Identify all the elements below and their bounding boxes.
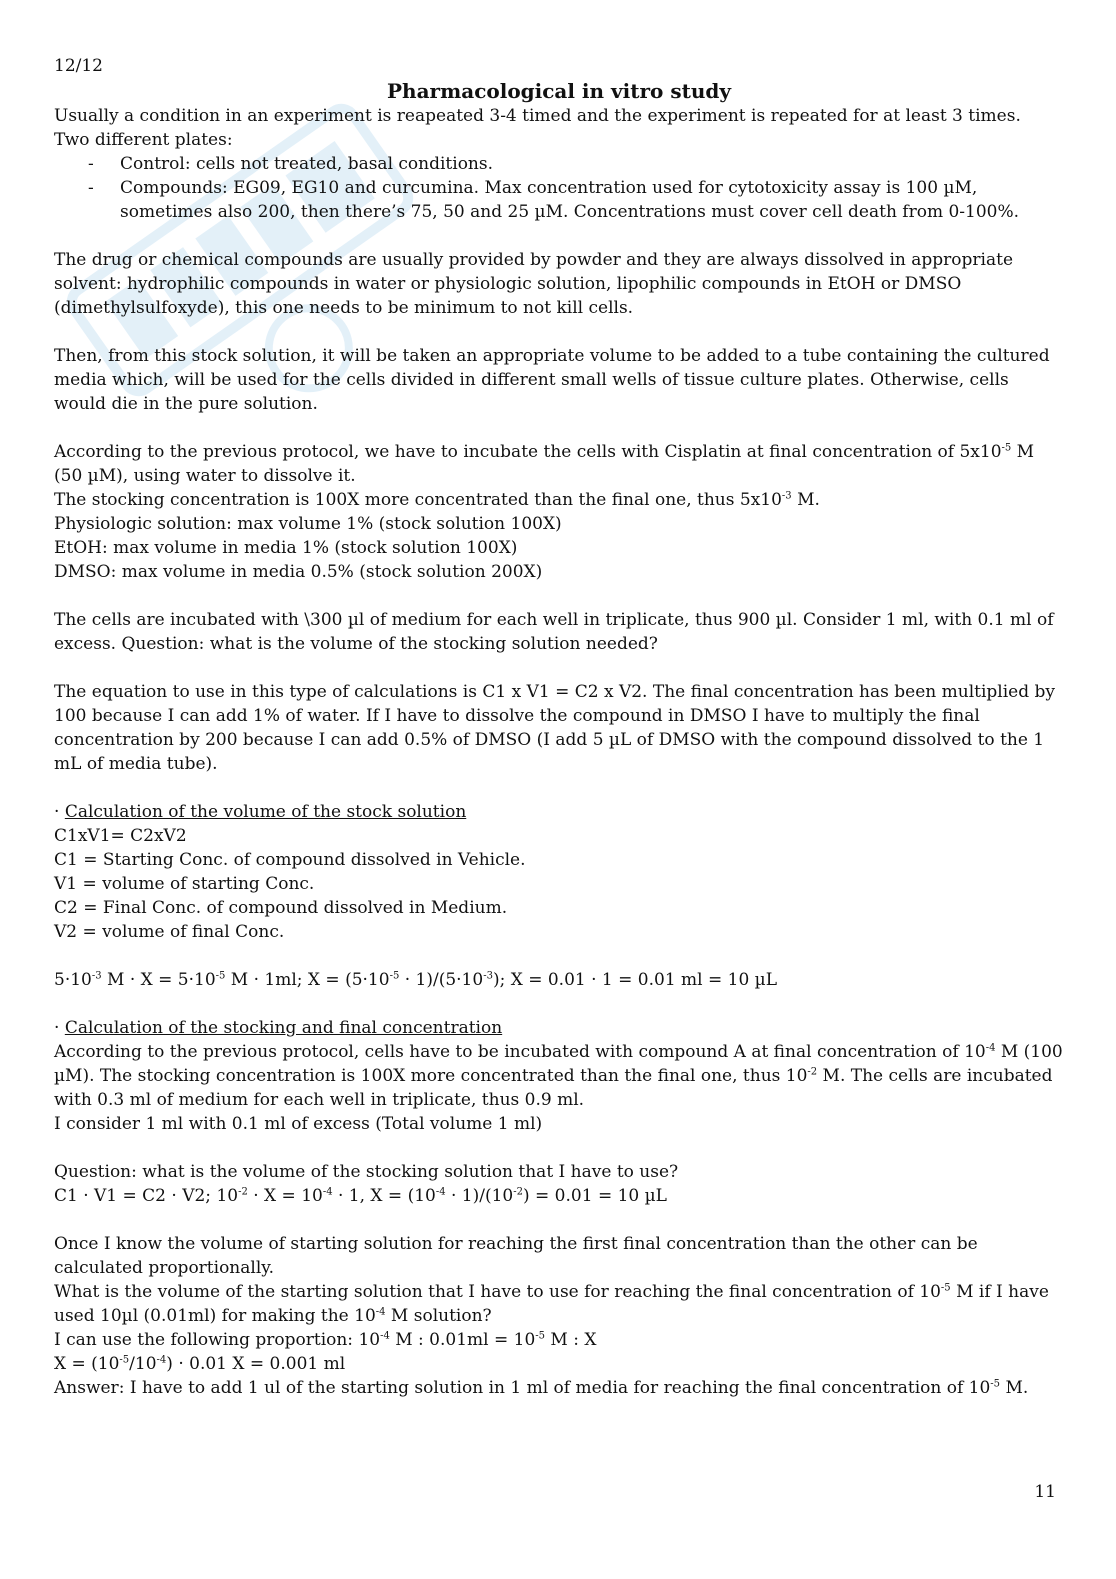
paragraph-dissolve: The drug or chemical compounds are usually provided by powder and they are always dissolved in appropriate solvent: hydrophilic compounds in water or physiologic solution, lipophilic compounds in EtOH or DMSO (dimethylsulfoxyde), this one needs to be minimum to not kill cells. — [54, 250, 1014, 318]
list-item: - Compounds: EG09, EG10 and curcumina. Max concentration used for cytotoxicity assay is 100 µM, sometimes also 200, then there’s 75, 50 and 25 µM. Concentrations must cover cell death from 0-100%. — [54, 176, 1064, 224]
paragraph-stocking-conc: The stocking concentration is 100X more concentrated than the final one, thus $5x10^{-3}$ M. — [54, 490, 820, 510]
section-heading-stocking-final: · Calculation of the stocking and final concentration — [54, 1018, 503, 1038]
limit-line: DMSO: max volume in media 0.5% (stock solution 200X) — [54, 562, 543, 582]
plates-list — [54, 152, 1064, 224]
consider-line: I consider 1 ml with 0.1 ml of excess (Total volume 1 ml) — [54, 1114, 543, 1134]
question-line: What is the volume of the starting solution that I have to use for reaching the final concentration of $10^{-5}$ M if I have used 10µl (0.01ml) for making the $10^{-4}$ M solution? — [54, 1282, 1049, 1326]
paragraph-proportional: Once I know the volume of starting solution for reaching the first final concentration than the other can be calculated proportionally. — [54, 1234, 978, 1278]
calculation-line: $X = (10^{-5}/10^{-4}) \cdot 0.01$ X = 0.001 ml — [54, 1354, 346, 1374]
paragraph-compound-a: According to the previous protocol, cells have to be incubated with compound A at final concentration of $10^{-4}$ M (100 µM). The stocking concentration is 100X more concentrated than the final one, thus $10^{-2}$ M. The cells are incubated with 0.3 ml of medium for each well in triplicate, thus 0.9 ml. — [54, 1042, 1063, 1110]
calculation-line: $5\cdot 10^{-3}$ $M \cdot X = 5\cdot 10^{-5}$ M · 1ml; $X = (5\cdot 10^{-5} \cdot 1)/(5\cdot 10^{-3})$; X = 0.01 · 1 = 0.01 ml = 10 µL — [54, 970, 778, 990]
formula-line: C1xV1= C2xV2 — [54, 826, 187, 846]
page-number: 11 — [1034, 1482, 1056, 1502]
paragraph-triplicate: The cells are incubated with \300 µl of medium for each well in triplicate, thus 900 µl. Consider 1 ml, with 0.1 ml of excess. Question: what is the volume of the stocking solution needed? — [54, 610, 1054, 654]
intro-line: Two different plates: — [54, 130, 233, 150]
limit-line: EtOH: max volume in media 1% (stock solution 100X) — [54, 538, 518, 558]
paragraph-cisplatin: According to the previous protocol, we have to incubate the cells with Cisplatin at final concentration of $5x10^{-5}$ M (50 µM), using water to dissolve it. — [54, 442, 1035, 486]
answer-line: Answer: I have to add 1 ul of the starting solution in 1 ml of media for reaching the final concentration of $10^{-5}$ M. — [54, 1378, 1029, 1398]
proportion-line: I can use the following proportion: $10^{-4}$ M : $0.01ml = 10^{-5}$ M : X — [54, 1330, 597, 1350]
formula-line: V2 = volume of final Conc. — [54, 922, 285, 942]
calculation-line: C1 · V1 = C2 · V2; $10^{-2} \cdot X = 10^{-4} \cdot 1$, $X = (10^{-4} \cdot 1)/(10^{-2}) = 0.01 = 10$ µL — [54, 1186, 667, 1206]
formula-line: C2 = Final Conc. of compound dissolved in Medium. — [54, 898, 508, 918]
document-page — [54, 54, 1064, 1400]
list-item: - Control: cells not treated, basal conditions. — [54, 152, 1064, 176]
header-date: 12/12 — [54, 56, 103, 76]
page-title: Pharmacological in vitro study — [387, 79, 731, 103]
formula-line: C1 = Starting Conc. of compound dissolved in Vehicle. — [54, 850, 526, 870]
formula-line: V1 = volume of starting Conc. — [54, 874, 315, 894]
paragraph-equation: The equation to use in this type of calculations is C1 x V1 = C2 x V2. The final concentration has been multiplied by 100 because I can add 1% of water. If I have to dissolve the compound in DMSO I have to multiply the final concentration by 200 because I can add 0.5% of DMSO (I add 5 µL of DMSO with the compound dissolved to the 1 mL of media tube). — [54, 682, 1055, 774]
section-heading-stock-volume: · Calculation of the volume of the stock solution — [54, 802, 467, 822]
question-line: Question: what is the volume of the stocking solution that I have to use? — [54, 1162, 679, 1182]
intro-line: Usually a condition in an experiment is reapeated 3-4 timed and the experiment is repeated for at least 3 times. — [54, 106, 1021, 126]
paragraph-stock: Then, from this stock solution, it will be taken an appropriate volume to be added to a tube containing the cultured media which, will be used for the cells divided in different small wells of tissue culture plates. Otherwise, cells would die in the pure solution. — [54, 346, 1050, 414]
limit-line: Physiologic solution: max volume 1% (stock solution 100X) — [54, 514, 562, 534]
